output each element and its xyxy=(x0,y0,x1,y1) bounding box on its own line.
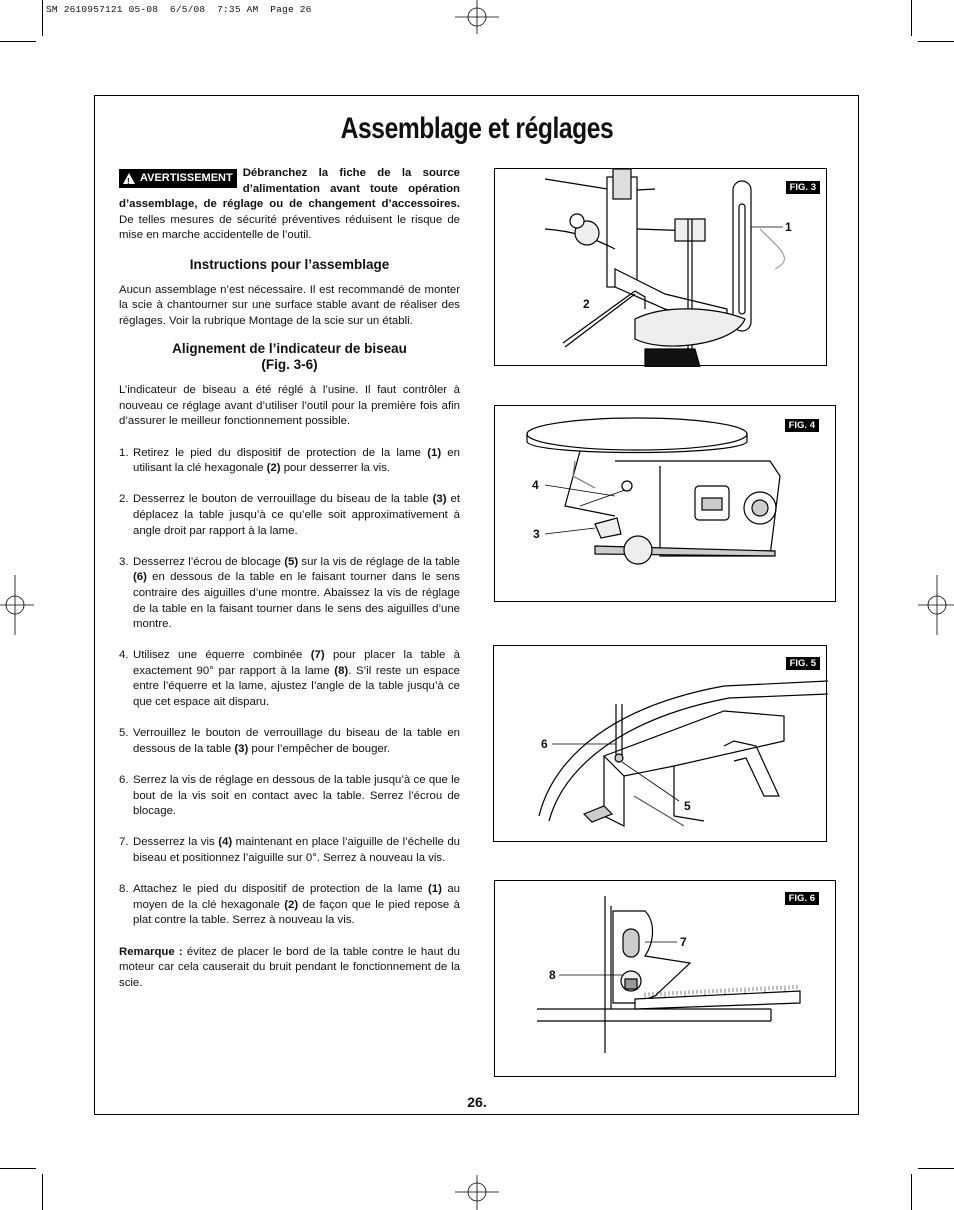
step-text: Desserrez le bouton de verrouillage du biseau de la table xyxy=(133,493,433,506)
step-reference: (5) xyxy=(284,555,299,568)
step-reference: (7) xyxy=(310,649,325,662)
figure-4 xyxy=(494,405,836,602)
figure-3-callout-1: 1 xyxy=(785,220,792,234)
figure-4-label: FIG. 4 xyxy=(785,419,819,432)
step-text: maintenant en place l’aiguille de l’échelle du biseau et positionnez l’aiguille sur 0°. Serrez à nouveau la vis. xyxy=(133,836,461,864)
figure-6-label: FIG. 6 xyxy=(785,892,819,905)
steps-list xyxy=(119,446,460,929)
bevel-heading xyxy=(119,341,460,372)
step-reference: (6) xyxy=(133,571,147,584)
figure-6-callout-7: 7 xyxy=(680,935,687,949)
page-title: Assemblage et réglages xyxy=(340,112,614,145)
figure-5-callout-6: 6 xyxy=(541,737,548,751)
step-item xyxy=(119,648,460,710)
bevel-heading-line2: (Fig. 3-6) xyxy=(261,356,318,372)
step-reference: (4) xyxy=(218,836,233,849)
assembly-section xyxy=(119,257,460,329)
step-text: Verrouillez le bouton de verrouillage du biseau de la table en dessous de la table xyxy=(133,727,460,755)
step-number: 4. xyxy=(119,649,129,662)
figure-6-illustration xyxy=(495,881,837,1078)
step-text: pour desserrer la vis. xyxy=(280,462,391,475)
figure-4-callout-4: 4 xyxy=(532,478,539,492)
figure-4-illustration xyxy=(495,406,837,603)
step-text: en utilisant la clé hexagonale xyxy=(133,446,460,475)
figure-6 xyxy=(494,880,836,1077)
assembly-heading: Instructions pour l’assemblage xyxy=(189,257,390,272)
figure-5 xyxy=(493,645,827,842)
step-text: Desserrez l’écrou de blocage xyxy=(133,555,285,568)
step-text: Serrez la vis de réglage en dessous de la table jusqu’à ce que le bout de la vis soit en contact avec la table. Serrez l’écrou de blocage. xyxy=(133,774,460,818)
step-text: . S’il reste un espace entre l’équerre et la lame, ajustez l’angle de la table jusqu’à ce que cet espace ait disparu. xyxy=(133,664,460,709)
warning-bold-text: Débranchez la fiche de la source d’alimentation avant toute opération d’assemblage, de réglage ou de changement d’accessoires. xyxy=(119,167,460,211)
figure-4-callout-3: 3 xyxy=(533,527,540,541)
step-number: 8. xyxy=(119,883,129,896)
step-text: pour placer la table à exactement 90° par rapport à la lame xyxy=(133,649,461,677)
warning-icon: ! xyxy=(123,173,135,184)
step-number: 3. xyxy=(119,555,129,568)
figure-6-callout-8: 8 xyxy=(549,968,556,982)
figure-3-callout-2: 2 xyxy=(583,297,590,311)
assembly-text: Aucun assemblage n’est nécessaire. Il est recommandé de monter la scie à chantourner sur une surface stable avant de réaliser des réglages. Voir la rubrique Montage de la scie sur un établi. xyxy=(119,283,460,327)
printer-slug: SM 2610957121 05-08 6/5/08 7:35 AM Page 26 xyxy=(46,4,312,15)
warning-badge xyxy=(119,169,237,190)
step-item xyxy=(119,446,460,477)
step-number: 2. xyxy=(119,493,129,506)
step-text: Retirez le pied du dispositif de protection de la lame xyxy=(133,446,428,459)
step-reference: (2) xyxy=(266,462,281,475)
remark-label: Remarque : xyxy=(119,945,183,958)
figure-3-label: FIG. 3 xyxy=(786,181,820,194)
step-text: de façon que le pied repose à plat contre la table. Serrez à nouveau la vis. xyxy=(133,898,460,927)
step-reference: (8) xyxy=(334,664,349,677)
step-item xyxy=(119,555,460,633)
step-text: Attachez le pied du dispositif de protection de la lame xyxy=(133,883,428,896)
step-item xyxy=(119,882,460,929)
warning-block xyxy=(119,166,460,244)
step-text: sur la vis de réglage de la table xyxy=(298,555,460,568)
step-reference: (3) xyxy=(432,493,447,506)
warning-text: De telles mesures de sécurité préventives réduisent le risque de mise en marche accidentelle de l’outil. xyxy=(119,213,460,242)
step-number: 7. xyxy=(119,836,129,849)
step-text: et déplacez la table jusqu’à ce qu’elle soit approximativement à angle droit par rapport à la lame. xyxy=(133,493,460,537)
step-item xyxy=(119,726,460,757)
step-number: 6. xyxy=(119,774,129,787)
step-text: pour l’empêcher de bouger. xyxy=(248,742,391,755)
bevel-heading-line1: Alignement de l’indicateur de biseau xyxy=(172,341,407,356)
figure-3 xyxy=(494,168,827,366)
step-text: Desserrez la vis xyxy=(133,836,219,849)
bevel-intro: L’indicateur de biseau a été réglé à l’usine. Il faut contrôler à nouveau ce réglage avant d’utiliser l’outil pour la première fois afin d’assurer le meilleur fonctionnement possible. xyxy=(119,384,460,428)
bevel-section xyxy=(119,341,460,991)
remark xyxy=(119,945,460,992)
step-reference: (1) xyxy=(427,446,442,459)
step-item xyxy=(119,492,460,539)
figure-5-callout-5: 5 xyxy=(684,799,691,813)
step-text: en dessous de la table en le faisant tourner dans le sens contraire des aiguilles d’une montre. Abaissez la vis de réglage de la table en la faisant tourner dans le sens des aiguilles d’une montre. xyxy=(133,571,460,631)
step-reference: (1) xyxy=(427,883,442,896)
step-text: au moyen de la clé hexagonale xyxy=(133,883,460,911)
step-item xyxy=(119,835,460,866)
step-reference: (3) xyxy=(234,742,249,755)
figure-3-illustration xyxy=(495,169,828,367)
step-item xyxy=(119,773,460,820)
remark-text: évitez de placer le bord de la table contre le haut du moteur car cela causerait du bruit pendant le fonctionnement de la scie. xyxy=(119,945,460,989)
page-number: 26. xyxy=(467,1094,487,1110)
step-number: 1. xyxy=(119,446,129,459)
warning-badge-label: AVERTISSEMENT xyxy=(140,171,233,184)
step-text: Utilisez une équerre combinée xyxy=(133,649,311,662)
figure-5-label: FIG. 5 xyxy=(786,657,820,670)
step-reference: (2) xyxy=(284,898,299,911)
step-number: 5. xyxy=(119,727,129,740)
